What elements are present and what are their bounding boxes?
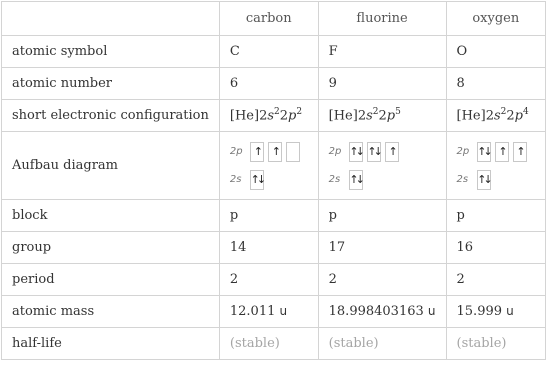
orbital-label: 2p (328, 146, 342, 157)
row-atomic-symbol (2, 36, 546, 68)
row-atomic-mass (2, 296, 546, 328)
fluorine-aufbau-diagram (318, 132, 446, 200)
oxygen-mass: 15.999 u (446, 296, 545, 328)
carbon-group: 14 (219, 232, 318, 264)
row-atomic-number (2, 68, 546, 100)
element-comparison-table (1, 1, 546, 360)
aufbau-diagram (230, 140, 308, 192)
orbital-2p (230, 140, 308, 164)
orbital-2p (329, 140, 436, 164)
orbital-box (286, 142, 300, 162)
orbital-2s (329, 168, 436, 192)
oxygen-block: p (446, 200, 545, 232)
row-label: period (2, 264, 220, 296)
orbital-box (513, 142, 527, 162)
orbital-box (250, 170, 264, 190)
orbital-2s (457, 168, 535, 192)
carbon-block: p (219, 200, 318, 232)
carbon-number: 6 (219, 68, 318, 100)
oxygen-number: 8 (446, 68, 545, 100)
carbon-period: 2 (219, 264, 318, 296)
mass-unit: u (427, 304, 436, 318)
spin-arrow-icon: ↑↓ (477, 173, 490, 186)
orbital-box (477, 170, 491, 190)
spin-arrow-icon: ↑ (498, 145, 505, 158)
row-group (2, 232, 546, 264)
header-oxygen: oxygen (446, 2, 545, 36)
carbon-half-life: (stable) (219, 328, 318, 360)
mass-unit: u (506, 304, 514, 318)
orbital-box (385, 142, 399, 162)
mass-unit: u (279, 304, 288, 318)
header-fluorine: fluorine (318, 2, 446, 36)
header-blank-cell (2, 2, 220, 36)
spin-arrow-icon: ↑ (388, 145, 395, 158)
spin-arrow-icon: ↑ (253, 145, 260, 158)
orbital-box (268, 142, 282, 162)
fluorine-configuration: $[He]2s^22p^5$ (318, 100, 446, 132)
spin-arrow-icon: ↑ (516, 145, 523, 158)
fluorine-period: 2 (318, 264, 446, 296)
fluorine-symbol: F (318, 36, 446, 68)
header-row (2, 2, 546, 36)
row-label: group (2, 232, 220, 264)
oxygen-symbol: O (446, 36, 545, 68)
fluorine-block: p (318, 200, 446, 232)
row-period (2, 264, 546, 296)
fluorine-number: 9 (318, 68, 446, 100)
row-label: Aufbau diagram (2, 132, 220, 200)
row-label: short electronic configuration (2, 100, 220, 132)
row-label: block (2, 200, 220, 232)
oxygen-aufbau-diagram (446, 132, 545, 200)
spin-arrow-icon: ↑↓ (477, 145, 490, 158)
fluorine-mass: 18.998403163 u (318, 296, 446, 328)
orbital-2p (457, 140, 535, 164)
row-label: atomic number (2, 68, 220, 100)
orbital-box (477, 142, 491, 162)
row-label: half-life (2, 328, 220, 360)
fluorine-group: 17 (318, 232, 446, 264)
carbon-mass: 12.011 u (219, 296, 318, 328)
oxygen-half-life: (stable) (446, 328, 545, 360)
spin-arrow-icon: ↑↓ (250, 173, 264, 186)
orbital-box (349, 142, 363, 162)
spin-arrow-icon: ↑↓ (349, 173, 362, 186)
orbital-label: 2p (229, 146, 243, 157)
row-label: atomic symbol (2, 36, 220, 68)
oxygen-configuration: $[He]2s^22p^4$ (446, 100, 545, 132)
spin-arrow-icon: ↑↓ (367, 145, 380, 158)
orbital-label: 2s (456, 174, 469, 185)
row-half-life (2, 328, 546, 360)
orbital-label: 2p (456, 146, 470, 157)
orbital-box (495, 142, 509, 162)
orbital-2s (230, 168, 308, 192)
fluorine-half-life: (stable) (318, 328, 446, 360)
orbital-box (367, 142, 381, 162)
orbital-box (250, 142, 264, 162)
row-electron-configuration (2, 100, 546, 132)
row-label: atomic mass (2, 296, 220, 328)
row-block (2, 200, 546, 232)
spin-arrow-icon: ↑ (271, 145, 278, 158)
oxygen-period: 2 (446, 264, 545, 296)
orbital-box (349, 170, 363, 190)
carbon-aufbau-diagram (219, 132, 318, 200)
spin-arrow-icon: ↑↓ (349, 145, 362, 158)
carbon-symbol: C (219, 36, 318, 68)
aufbau-diagram (457, 140, 535, 192)
orbital-label: 2s (229, 174, 242, 185)
row-aufbau-diagram (2, 132, 546, 200)
orbital-label: 2s (328, 174, 341, 185)
header-carbon: carbon (219, 2, 318, 36)
oxygen-group: 16 (446, 232, 545, 264)
aufbau-diagram (329, 140, 436, 192)
carbon-configuration: $[He]2s^22p^2$ (219, 100, 318, 132)
